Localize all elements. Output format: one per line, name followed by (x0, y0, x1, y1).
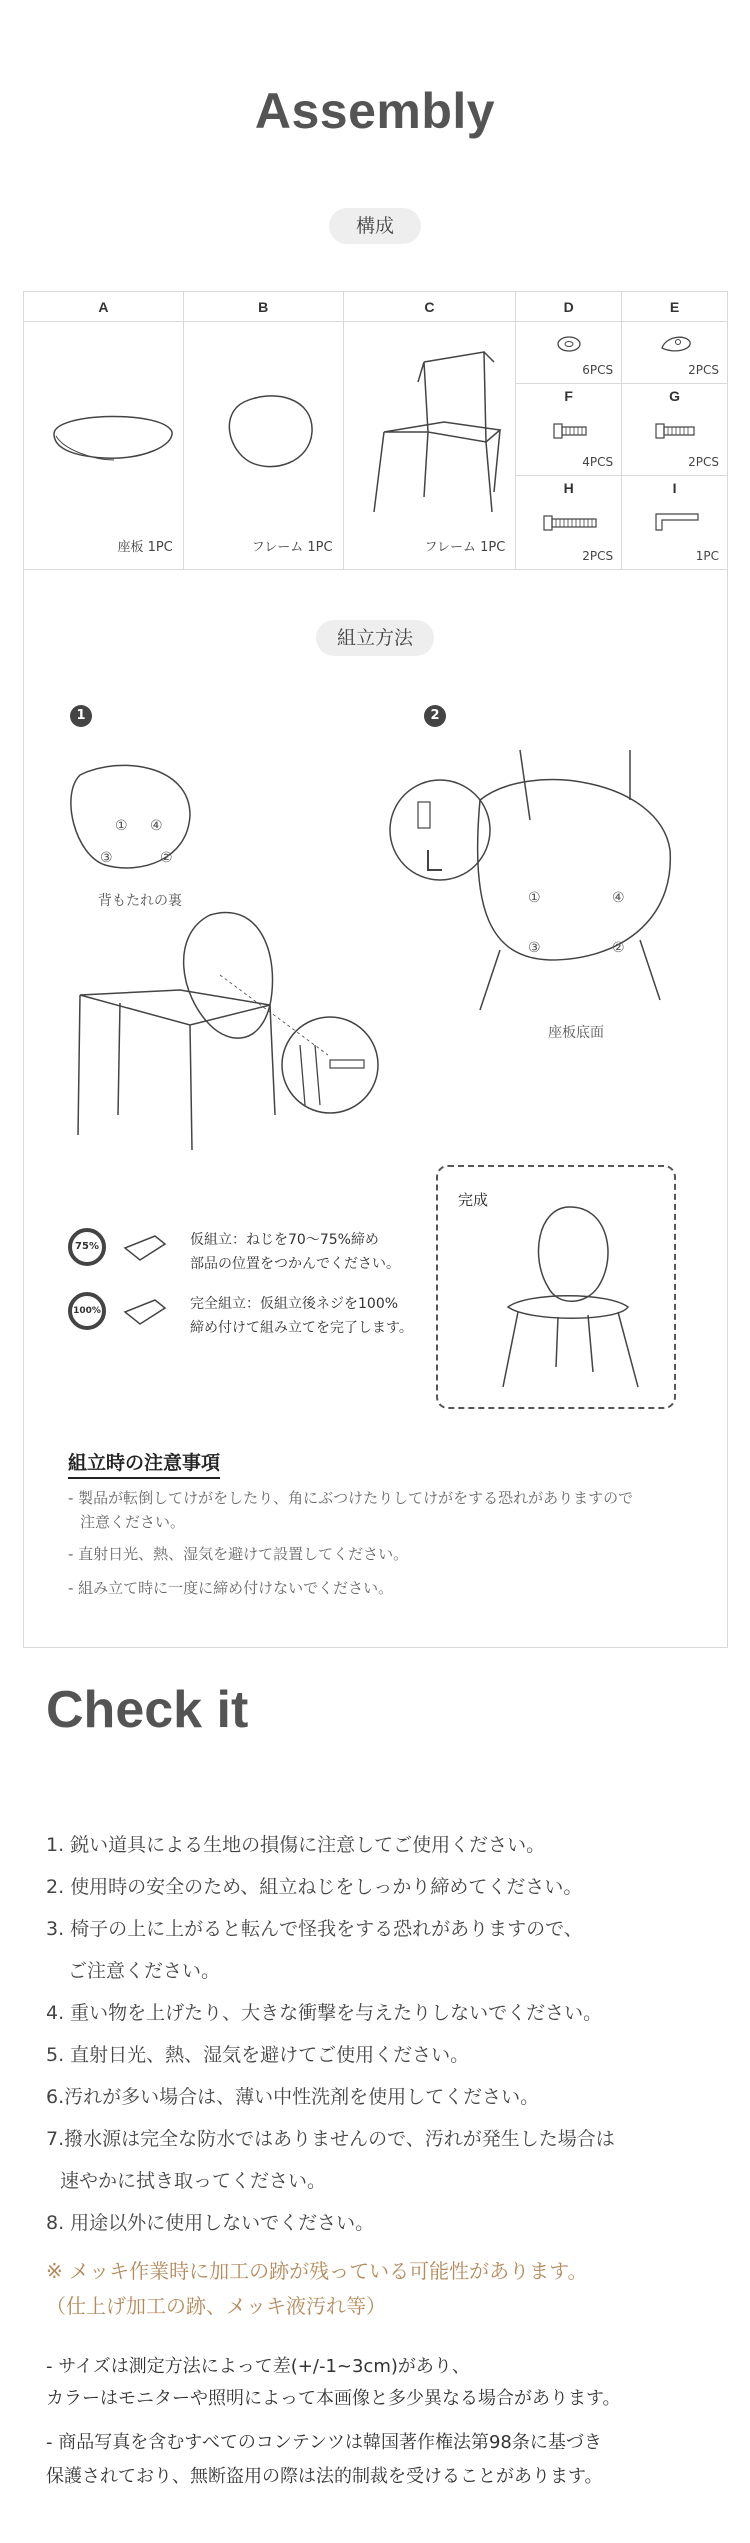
disclaimer-1: - サイズは測定方法によって差(+/-1~3cm)があり、 (46, 2356, 470, 2377)
check-item-2: 2. 使用時の安全のため、組立ねじをしっかり締めてください。 (46, 1876, 583, 1898)
parts-header-i: I (672, 480, 677, 496)
check-item-3-cont: ご注意ください。 (68, 1960, 221, 1982)
seat-bottom-label: 座板底面 (548, 1025, 604, 1041)
part-a-qty: 座板 1PC (117, 540, 173, 555)
check-item-8: 8. 用途以外に使用しないでください。 (46, 2212, 375, 2234)
part-c-cell (343, 322, 516, 570)
plating-warning-2: （仕上げ加工の跡、メッキ液汚れ等） (46, 2294, 386, 2318)
parts-header-f: F (564, 388, 573, 404)
seat-board-icon (24, 322, 184, 522)
parts-section-label: 構成 (329, 208, 421, 244)
full-assembly-line-2: 締め付けて組み立てを完了します。 (190, 1320, 413, 1336)
part-d-cell (516, 322, 622, 384)
marker-3: ③ (100, 850, 113, 866)
caution-item-1: - 製品が転倒してけがをしたり、角にぶつけたりしてけがをする恐れがありますので (68, 1489, 634, 1507)
parts-table (23, 291, 728, 570)
check-item-3: 3. 椅子の上に上がると転んで怪我をする恐れがありますので、 (46, 1918, 583, 1940)
caution-item-3: - 組み立て時に一度に締め付けないでください。 (68, 1579, 394, 1597)
step-2-number: 2 (424, 705, 446, 727)
part-g-qty: 2PCS (688, 455, 719, 469)
marker-1: ① (115, 818, 128, 834)
check-item-1: 1. 鋭い道具による生地の損傷に注意してご使用ください。 (46, 1834, 546, 1856)
completed-chair-drawing (468, 1197, 668, 1397)
marker-4-seat: ④ (612, 890, 625, 906)
caution-item-1-cont: 注意ください。 (80, 1513, 186, 1531)
parts-header-g: G (669, 388, 680, 404)
check-item-6: 6.汚れが多い場合は、薄い中性洗剤を使用してください。 (46, 2086, 540, 2108)
backrest-rear-view (60, 755, 210, 885)
part-c-qty: フレーム 1PC (424, 540, 506, 555)
check-item-7: 7.撥水源は完全な防水ではありませんので、汚れが発生した場合は (46, 2128, 615, 2150)
part-e-qty: 2PCS (688, 363, 719, 377)
part-i-cell (622, 476, 728, 570)
disclaimer-2-cont: 保護されており、無断盗用の際は法的制裁を受けることがあります。 (46, 2466, 603, 2487)
part-e-cell (622, 322, 728, 384)
caution-title: 組立時の注意事項 (68, 1448, 220, 1479)
check-title: Check it (46, 1681, 249, 1739)
complete-box (436, 1165, 676, 1409)
torque-75-icon (68, 1228, 106, 1266)
marker-4: ④ (150, 818, 163, 834)
part-b-qty: フレーム 1PC (251, 540, 333, 555)
part-f-cell (516, 384, 622, 476)
parts-header-e: E (622, 292, 728, 322)
parts-header-d: D (516, 292, 622, 322)
temp-assembly-line-2: 部品の位置をつかんでください。 (190, 1256, 400, 1272)
part-b-cell (183, 322, 343, 570)
backrest-rear-label: 背もたれの裏 (98, 893, 182, 909)
complete-label: 完成 (458, 1191, 489, 1209)
page-title: Assembly (254, 83, 496, 139)
parts-header-b: B (183, 292, 343, 322)
part-a-cell (24, 322, 184, 570)
check-item-4: 4. 重い物を上げたり、大きな衝撃を与えたりしないでください。 (46, 2002, 603, 2024)
torque-100-label: 100% (73, 1306, 101, 1316)
disclaimer-2: - 商品写真を含むすべてのコンテンツは韓国著作権法第98条に基づき (46, 2432, 602, 2453)
parts-header-a: A (24, 292, 184, 322)
disclaimer-1-cont: カラーはモニターや照明によって本画像と多少異なる場合があります。 (46, 2388, 621, 2409)
marker-3-seat: ③ (528, 940, 541, 956)
parts-header-h: H (563, 480, 574, 496)
part-d-qty: 6PCS (582, 363, 614, 377)
chair-assembly-diagram (60, 895, 400, 1165)
part-i-qty: 1PC (695, 549, 719, 563)
full-assembly-line-1: 完全組立：仮組立後ネジを100% (190, 1296, 399, 1312)
part-h-qty: 2PCS (582, 549, 614, 563)
part-h-cell (516, 476, 622, 570)
hand-wrench-icon (120, 1228, 170, 1268)
marker-1-seat: ① (528, 890, 541, 906)
temp-assembly-line-1: 仮組立：ねじを70〜75%締め (190, 1232, 379, 1248)
plating-warning-1: ※ メッキ作業時に加工の跡が残っている可能性があります。 (46, 2259, 588, 2283)
leg-frame-icon (344, 322, 517, 532)
step-1-number: 1 (70, 705, 92, 727)
method-section-label: 組立方法 (316, 620, 434, 656)
torque-100-icon (68, 1292, 106, 1330)
part-g-cell (622, 384, 728, 476)
torque-75-label: 75% (75, 1241, 99, 1252)
check-item-7-cont: 速やかに拭き取ってください。 (60, 2170, 327, 2192)
part-f-qty: 4PCS (582, 455, 614, 469)
caution-item-2: - 直射日光、熱、湿気を避けて設置してください。 (68, 1545, 409, 1563)
marker-2: ② (160, 850, 173, 866)
marker-2-seat: ② (612, 940, 625, 956)
check-item-5: 5. 直射日光、熱、湿気を避けてご使用ください。 (46, 2044, 470, 2066)
back-frame-icon (184, 322, 344, 522)
parts-header-c: C (343, 292, 516, 322)
hand-wrench-full-icon (120, 1292, 170, 1332)
